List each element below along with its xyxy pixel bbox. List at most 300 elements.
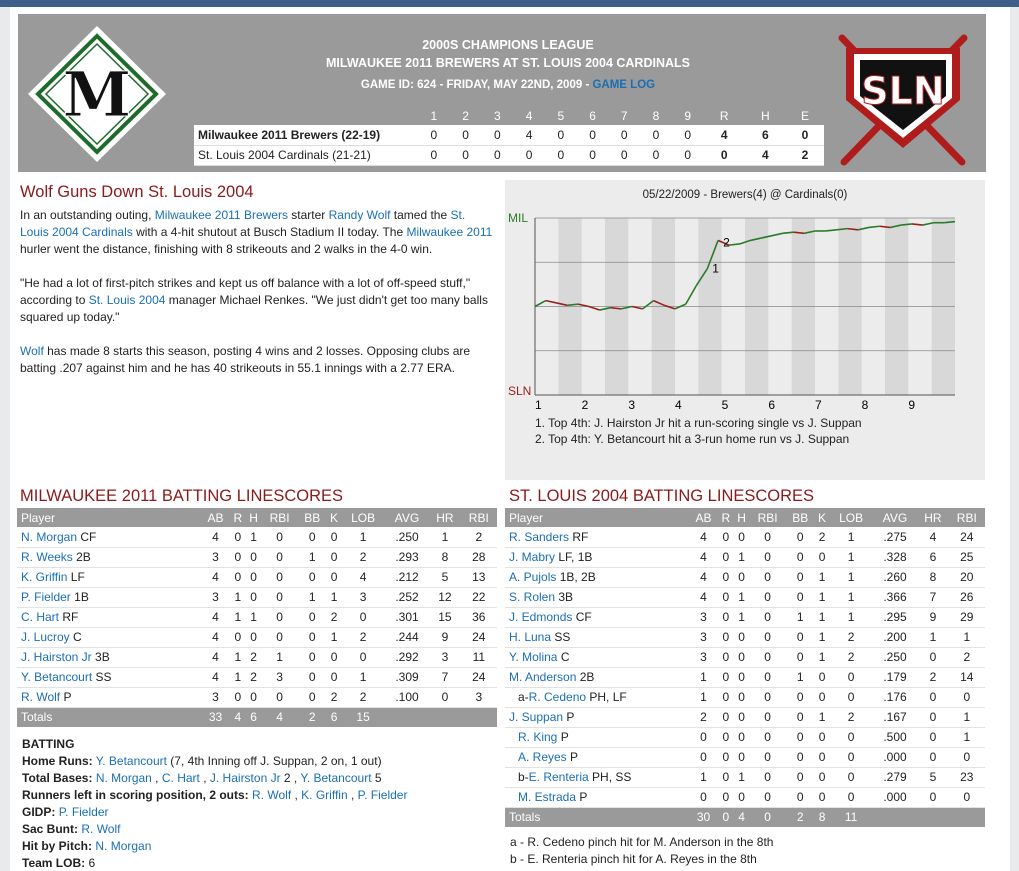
stat-cell: 1 — [327, 587, 342, 607]
stat-cell: 15 — [429, 607, 460, 627]
player-position: 2B — [576, 670, 595, 684]
stat-cell: 1 — [230, 647, 246, 667]
game-header — [18, 14, 986, 172]
table-row — [505, 707, 985, 727]
player-link[interactable]: E. Renteria — [528, 770, 589, 784]
stat-cell: 0 — [829, 787, 873, 807]
stat-cell: 1 — [949, 727, 985, 747]
stat-cell: 20 — [949, 567, 985, 587]
batting-header-cell: HR — [429, 508, 460, 527]
stat-cell: 1 — [246, 527, 262, 547]
player-position: 2B — [72, 550, 91, 564]
linescore-header-cell: 5 — [545, 106, 577, 125]
player-link[interactable]: N. Morgan — [95, 771, 152, 785]
stat-cell: 0 — [261, 687, 297, 707]
table-row — [505, 727, 985, 747]
inning-runs: 0 — [418, 125, 450, 145]
stat-cell: .000 — [873, 747, 917, 767]
stat-cell: 0 — [917, 727, 948, 747]
stat-cell: 4 — [689, 587, 718, 607]
stat-cell: 0 — [718, 667, 734, 687]
player-position: RF — [569, 529, 589, 544]
stat-cell: 4 — [917, 527, 948, 547]
stat-cell: 0 — [749, 647, 785, 667]
stat-cell: 0 — [261, 607, 297, 627]
stat-cell: 0 — [718, 587, 734, 607]
stat-cell: 0 — [949, 787, 985, 807]
box-score-page — [10, 7, 1010, 871]
stat-cell: 4 — [201, 607, 230, 627]
stat-cell: 1 — [829, 567, 873, 587]
table-row — [505, 787, 985, 807]
stat-cell: 0 — [327, 647, 342, 667]
stat-cell: 26 — [949, 587, 985, 607]
stat-cell: 4 — [689, 527, 718, 547]
player-position: C — [557, 650, 570, 664]
stat-cell: 13 — [461, 567, 497, 587]
stat-cell: 0 — [829, 687, 873, 707]
stat-cell: 0 — [689, 747, 718, 767]
game-log-link[interactable]: GAME LOG — [592, 79, 656, 91]
team-link[interactable]: Milwaukee 2011 Brewers — [154, 208, 288, 222]
totals-cell — [873, 807, 917, 827]
player-link[interactable]: A. Pujols — [509, 570, 557, 584]
player-cell — [17, 667, 201, 687]
stat-cell: 0 — [246, 687, 262, 707]
player-link[interactable]: Y. Molina — [509, 650, 558, 664]
stat-cell: 1 — [734, 607, 750, 627]
player-link[interactable]: J. Suppan — [509, 710, 564, 724]
linescore-header-cell: 6 — [577, 106, 609, 125]
player-link[interactable]: N. Morgan — [21, 529, 78, 544]
stat-cell: 0 — [917, 647, 948, 667]
stat-cell: 14 — [949, 667, 985, 687]
stat-cell: .500 — [873, 727, 917, 747]
stat-cell: 8 — [429, 547, 460, 567]
milwaukee-logo — [22, 20, 172, 171]
linescore-row — [194, 145, 824, 165]
story-paragraph: "He had a lot of first-pitch strikes and kept us off balance with a lot of off-speed stuff," according to St. Louis 2004 manager Michael Renkes. "We just didn't get too many balls squared up today." — [20, 276, 488, 324]
stat-cell: 0 — [718, 527, 734, 547]
stl-batting-title: ST. LOUIS 2004 BATTING LINESCORES — [509, 487, 815, 505]
stat-cell: .309 — [385, 667, 429, 687]
totals-label: Totals — [17, 707, 201, 727]
table-row — [505, 747, 985, 767]
player-link[interactable]: A. Reyes — [518, 750, 567, 764]
totals-cell: 8 — [815, 807, 830, 827]
batting-header-cell: HR — [917, 508, 948, 527]
stat-cell: 1 — [949, 707, 985, 727]
player-cell — [17, 547, 201, 567]
stat-cell: 2 — [341, 627, 385, 647]
stl-batting-table — [505, 508, 985, 827]
player-cell — [17, 687, 201, 707]
stat-cell: 0 — [327, 547, 342, 567]
totals-cell: 4 — [230, 707, 246, 727]
stat-cell: 0 — [949, 747, 985, 767]
player-link[interactable]: R. Cedeno — [528, 690, 587, 704]
inning-runs: 4 — [513, 125, 545, 145]
stat-cell: 1 — [815, 567, 830, 587]
player-link[interactable]: J. Mabry — [509, 550, 556, 564]
stat-cell: 0 — [718, 767, 734, 787]
player-link[interactable]: Y. Betancourt — [95, 754, 167, 768]
stat-cell: 29 — [949, 607, 985, 627]
game-story — [20, 207, 494, 394]
player-link[interactable]: J. Edmonds — [509, 610, 573, 624]
stat-cell: 1 — [829, 547, 873, 567]
player-link[interactable]: J. Lucroy — [21, 630, 70, 644]
player-link[interactable]: R. King — [518, 730, 558, 744]
player-cell — [17, 647, 201, 667]
footnote: a - R. Cedeno pinch hit for M. Anderson in the 8th — [510, 835, 774, 849]
stat-cell: 2 — [461, 527, 497, 547]
stat-cell: 1 — [261, 647, 297, 667]
team-link[interactable]: St. Louis 2004 Cardinals — [20, 208, 466, 239]
player-cell — [17, 567, 201, 587]
stat-cell: 1 — [815, 627, 830, 647]
stat-cell: 0 — [718, 547, 734, 567]
batting-header-cell: AB — [201, 508, 230, 527]
x-tick-label: 6 — [768, 398, 776, 410]
table-row — [505, 627, 985, 647]
stat-cell: 0 — [749, 527, 785, 547]
stat-cell: 2 — [917, 667, 948, 687]
chart-plot — [505, 180, 985, 410]
stat-cell: 22 — [461, 587, 497, 607]
stat-cell: .176 — [873, 687, 917, 707]
win-probability-chart — [505, 180, 985, 480]
player-link[interactable]: K. Griffin — [301, 788, 348, 802]
player-cell — [505, 587, 689, 607]
player-link[interactable]: J. Hairston Jr — [21, 650, 92, 664]
stat-cell: 0 — [718, 567, 734, 587]
stat-cell: 0 — [327, 567, 342, 587]
stat-cell: 0 — [829, 767, 873, 787]
inning-runs: 0 — [513, 145, 545, 165]
team-link[interactable]: St. Louis 2004 — [88, 293, 166, 307]
inning-runs: 0 — [450, 145, 482, 165]
linescore-header-cell: 8 — [640, 106, 672, 125]
stat-cell: 3 — [689, 647, 718, 667]
stat-cell: 0 — [246, 627, 262, 647]
stat-cell: 23 — [949, 767, 985, 787]
totals-row — [505, 807, 985, 827]
player-link[interactable]: M. Anderson — [509, 670, 577, 684]
totals-cell: 30 — [689, 807, 718, 827]
stat-cell: 0 — [749, 747, 785, 767]
stat-cell: 0 — [917, 707, 948, 727]
stat-cell: 0 — [786, 747, 815, 767]
stat-cell: .252 — [385, 587, 429, 607]
totals-cell — [917, 807, 948, 827]
player-position: LF — [67, 570, 85, 584]
totals-cell: 11 — [829, 807, 873, 827]
stat-cell: 0 — [749, 767, 785, 787]
table-row — [17, 547, 497, 567]
total-r: 4 — [704, 125, 745, 145]
totals-cell — [385, 707, 429, 727]
stat-cell: 1 — [815, 647, 830, 667]
stat-cell: 0 — [298, 527, 327, 547]
table-row — [17, 667, 497, 687]
linescore-header-cell: 2 — [450, 106, 482, 125]
x-tick-label: 5 — [721, 398, 729, 410]
mil-batting-title: MILWAUKEE 2011 BATTING LINESCORES — [20, 487, 344, 505]
table-row — [505, 607, 985, 627]
player-link[interactable]: K. Griffin — [21, 570, 68, 584]
team-link[interactable]: Milwaukee 2011 — [406, 225, 493, 239]
linescore-header-cell: E — [786, 106, 824, 125]
player-cell — [505, 707, 689, 727]
player-position: CF — [77, 529, 97, 544]
player-position: P — [563, 710, 575, 724]
totals-cell: 4 — [261, 707, 297, 727]
table-row — [17, 647, 497, 667]
stat-cell: 0 — [718, 707, 734, 727]
player-link[interactable]: S. Rolen — [509, 590, 556, 604]
stat-cell: .275 — [873, 527, 917, 547]
totals-cell: 6 — [246, 707, 262, 727]
stat-cell: 0 — [230, 547, 246, 567]
stat-cell: 0 — [749, 687, 785, 707]
batting-header-cell: K — [327, 508, 342, 527]
stat-cell: 0 — [689, 727, 718, 747]
stat-cell: 6 — [917, 547, 948, 567]
batting-header-cell: BB — [298, 508, 327, 527]
linescore-team: Milwaukee 2011 Brewers (22-19) — [194, 125, 418, 145]
player-link[interactable]: Wolf — [20, 344, 44, 358]
table-row — [505, 527, 985, 547]
player-link[interactable]: N. Morgan — [95, 839, 152, 853]
sac-bunt-line: Sac Bunt: R. Wolf — [22, 822, 121, 836]
stat-cell: 0 — [246, 587, 262, 607]
player-position: 1B — [70, 590, 89, 604]
batting-details — [22, 736, 407, 871]
batting-header-cell: Player — [505, 508, 689, 527]
stat-cell: 0 — [917, 687, 948, 707]
stat-cell: .366 — [873, 587, 917, 607]
stat-cell: 1 — [734, 767, 750, 787]
player-link[interactable]: H. Luna — [509, 630, 552, 644]
player-position: RF — [59, 610, 79, 624]
player-link[interactable]: C. Hart — [21, 610, 60, 624]
stat-cell: 0 — [815, 747, 830, 767]
player-link[interactable]: R. Wolf — [21, 690, 61, 704]
totals-cell: 15 — [341, 707, 385, 727]
stat-cell: 0 — [429, 687, 460, 707]
stat-cell: 0 — [734, 667, 750, 687]
stat-cell: 3 — [461, 687, 497, 707]
player-position: C — [69, 630, 82, 644]
player-cell — [505, 747, 689, 767]
stat-cell: 24 — [461, 667, 497, 687]
player-link[interactable]: P. Fielder — [21, 590, 71, 604]
totals-cell: 4 — [734, 807, 750, 827]
player-position: PH, SS — [588, 770, 632, 784]
stat-cell: 0 — [815, 667, 830, 687]
batting-header-cell: RBI — [261, 508, 297, 527]
table-row — [505, 767, 985, 787]
stat-cell: 3 — [201, 587, 230, 607]
team-lob-line: Team LOB: 6 — [22, 856, 96, 870]
stat-cell: 1 — [230, 667, 246, 687]
stat-cell: 0 — [815, 787, 830, 807]
linescore-header-cell: 3 — [481, 106, 513, 125]
chart-annotations — [535, 415, 862, 447]
stat-cell: 2 — [829, 627, 873, 647]
stat-cell: 0 — [829, 667, 873, 687]
footnotes — [510, 834, 773, 868]
stat-cell: 9 — [917, 607, 948, 627]
batting-header-row — [505, 508, 985, 527]
footnote: b - E. Renteria pinch hit for A. Reyes in the 8th — [510, 852, 757, 866]
batting-header-cell: BB — [786, 508, 815, 527]
stat-cell: 0 — [261, 527, 297, 547]
stat-cell: .212 — [385, 567, 429, 587]
linescore-team: St. Louis 2004 Cardinals (21-21) — [194, 145, 418, 165]
linescore-header-cell: R — [704, 106, 745, 125]
player-cell — [505, 667, 689, 687]
player-cell — [17, 527, 201, 547]
stat-cell: 4 — [341, 567, 385, 587]
stat-cell: 24 — [461, 627, 497, 647]
stat-cell: 0 — [815, 767, 830, 787]
stat-cell: 0 — [734, 687, 750, 707]
stat-cell: 0 — [261, 547, 297, 567]
mil-batting-table — [17, 508, 497, 727]
stat-cell: 2 — [815, 527, 830, 547]
table-row — [17, 587, 497, 607]
stat-cell: 0 — [341, 647, 385, 667]
stat-cell: .000 — [873, 787, 917, 807]
x-tick-label: 4 — [675, 398, 682, 410]
stat-cell: 0 — [749, 787, 785, 807]
stat-cell: 0 — [230, 527, 246, 547]
inning-runs: 0 — [640, 125, 672, 145]
chart-annotation: 2. Top 4th: Y. Betancourt hit a 3-run home run vs J. Suppan — [535, 432, 850, 446]
stat-cell: 7 — [429, 667, 460, 687]
stat-cell: 1 — [815, 587, 830, 607]
linescore-header-cell: 9 — [672, 106, 704, 125]
stat-cell: 1 — [689, 687, 718, 707]
batting-header-cell: RBI — [949, 508, 985, 527]
stat-cell: .250 — [873, 647, 917, 667]
player-link[interactable]: C. Hart — [161, 771, 200, 785]
inning-runs: 0 — [481, 145, 513, 165]
stat-cell: 1 — [786, 667, 815, 687]
inning-runs: 0 — [418, 145, 450, 165]
player-cell — [505, 627, 689, 647]
total-e: 0 — [786, 125, 824, 145]
batting-header-row — [17, 508, 497, 527]
batting-header-cell: R — [230, 508, 246, 527]
stat-cell: 0 — [298, 647, 327, 667]
player-link[interactable]: Randy Wolf — [328, 208, 391, 222]
player-link[interactable]: P. Fielder — [357, 788, 408, 802]
total-h: 6 — [745, 125, 786, 145]
stat-cell: 0 — [749, 547, 785, 567]
batting-header-cell: AVG — [873, 508, 917, 527]
player-link[interactable]: Y. Betancourt — [21, 670, 93, 684]
stat-cell: 0 — [230, 687, 246, 707]
stat-cell: 0 — [734, 747, 750, 767]
totals-cell: 6 — [327, 707, 342, 727]
total-bases-line: Total Bases: N. Morgan , C. Hart , J. Hairston Jr 2 , Y. Betancourt 5 — [22, 771, 382, 785]
story-paragraph: Wolf has made 8 starts this season, posting 4 wins and 2 losses. Opposing clubs are batting .207 against him and he has 40 strikeouts in 55.1 innings with a 2.77 ERA. — [20, 344, 471, 375]
table-row — [505, 547, 985, 567]
y-top-label: MIL — [508, 211, 529, 225]
x-tick-label: 7 — [815, 398, 822, 410]
stat-cell: 0 — [815, 727, 830, 747]
total-r: 0 — [704, 145, 745, 165]
stat-cell: .244 — [385, 627, 429, 647]
chart-title: 05/22/2009 - Brewers(4) @ Cardinals(0) — [642, 189, 848, 201]
stat-cell: 3 — [689, 607, 718, 627]
player-link[interactable]: R. Wolf — [81, 822, 121, 836]
league-name: 2000S CHAMPIONS LEAGUE — [422, 38, 594, 52]
player-link[interactable]: R. Weeks — [21, 550, 73, 564]
stat-cell: 1 — [734, 587, 750, 607]
stat-cell: 0 — [786, 707, 815, 727]
player-position: P — [576, 790, 588, 804]
table-row — [17, 527, 497, 547]
player-link[interactable]: P. Fielder — [58, 805, 109, 819]
game-info — [188, 79, 828, 91]
player-cell — [505, 607, 689, 627]
stat-cell: 0 — [786, 547, 815, 567]
inning-runs: 0 — [545, 125, 577, 145]
x-tick-label: 2 — [581, 398, 589, 410]
stat-cell: 0 — [718, 687, 734, 707]
inning-runs: 0 — [608, 125, 640, 145]
stat-cell: 1 — [689, 767, 718, 787]
batting-header-cell: K — [815, 508, 830, 527]
table-row — [17, 567, 497, 587]
stat-cell: .100 — [385, 687, 429, 707]
batting-header-cell: RBI — [749, 508, 785, 527]
details-heading: BATTING — [22, 737, 75, 751]
table-row — [17, 627, 497, 647]
player-link[interactable]: Y. Betancourt — [300, 771, 372, 785]
stat-cell: 0 — [786, 527, 815, 547]
stat-cell: 0 — [786, 787, 815, 807]
stat-cell: 3 — [341, 587, 385, 607]
player-cell — [17, 587, 201, 607]
linescore-header-cell: 4 — [513, 106, 545, 125]
player-link[interactable]: R. Sanders — [509, 529, 570, 544]
stat-cell: 0 — [734, 527, 750, 547]
stat-cell: 0 — [327, 667, 342, 687]
player-position: P — [557, 730, 569, 744]
stat-cell: 0 — [261, 567, 297, 587]
player-link[interactable]: J. Hairston Jr — [209, 771, 281, 785]
stat-cell: 0 — [749, 707, 785, 727]
totals-label: Totals — [505, 807, 689, 827]
stat-cell: 2 — [327, 607, 342, 627]
player-link[interactable]: R. Wolf — [252, 788, 292, 802]
player-cell — [505, 527, 689, 547]
x-tick-label: 1 — [535, 398, 542, 410]
inning-runs: 0 — [450, 125, 482, 145]
stat-cell: 4 — [689, 547, 718, 567]
inning-runs: 0 — [608, 145, 640, 165]
stat-cell: 3 — [261, 667, 297, 687]
table-row — [505, 647, 985, 667]
sub-prefix: a- — [518, 690, 529, 704]
stat-cell: .250 — [385, 527, 429, 547]
player-link[interactable]: M. Estrada — [518, 790, 577, 804]
